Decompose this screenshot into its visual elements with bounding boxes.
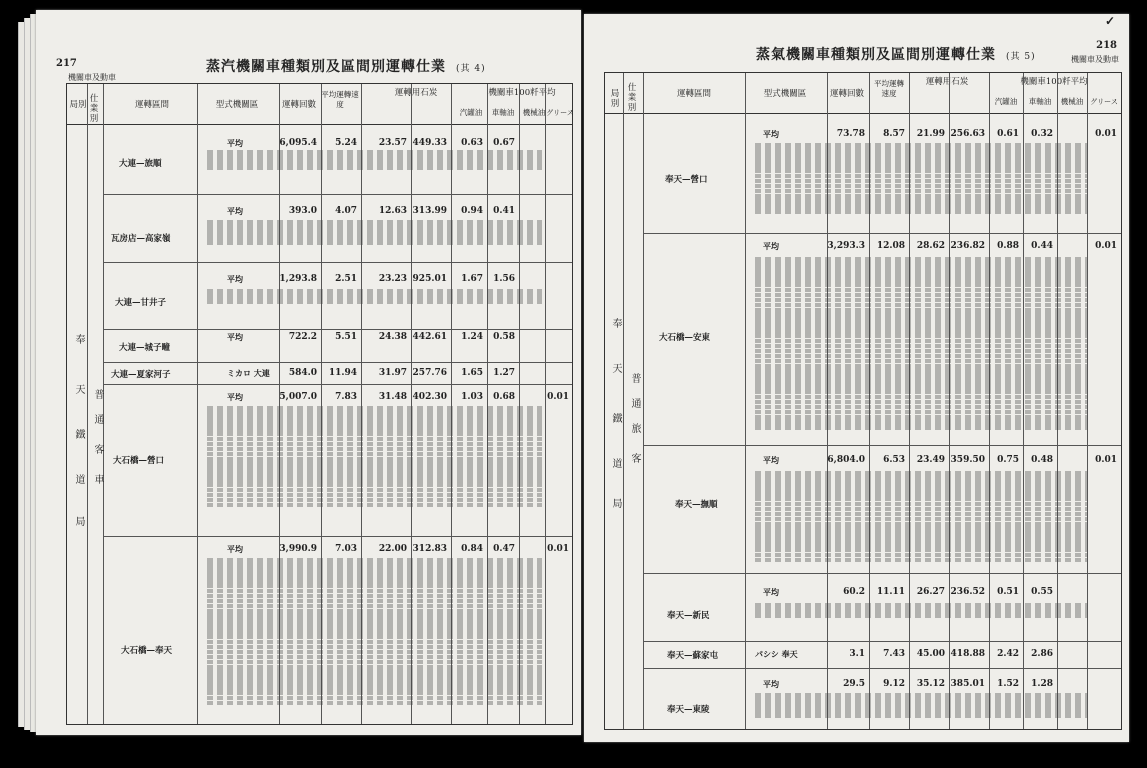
section-avg-label: 平均 xyxy=(227,274,243,284)
section-avg-label: 平均 xyxy=(227,206,243,216)
value-per-km: 359.50 xyxy=(950,455,985,465)
value-water: 1.65 xyxy=(461,368,483,378)
value-coal: 31.97 xyxy=(378,368,407,378)
page-title xyxy=(206,56,486,76)
value-speed: 8.57 xyxy=(883,129,905,139)
value-axle: 0.67 xyxy=(493,138,515,148)
bureau-char: 局 xyxy=(610,498,621,512)
value-per-km: 925.01 xyxy=(412,274,447,284)
value-per-km: 236.82 xyxy=(950,241,985,251)
value-coal: 24.38 xyxy=(378,332,407,342)
header-water: 汽罐油 xyxy=(459,108,483,117)
bureau-char: 鐵 xyxy=(73,429,84,443)
title-suffix: (其 5) xyxy=(1006,52,1036,62)
value-round-trips: 584.0 xyxy=(288,368,317,378)
value-round-trips: 3,990.9 xyxy=(279,544,317,554)
section-name: 奉天—撫順 xyxy=(675,500,718,510)
value-coal: 23.57 xyxy=(378,138,407,148)
header-bureau: 局別 xyxy=(610,89,620,109)
bureau-char: 奉 xyxy=(610,318,621,332)
detail-rows xyxy=(207,220,542,260)
header-avg-speed: 平均運轉速度 xyxy=(874,79,904,98)
value-speed: 9.12 xyxy=(883,679,905,689)
title-text: 蒸氣機關車種類別及區間別運轉仕業 xyxy=(756,47,996,63)
value-per-km: 257.76 xyxy=(412,368,447,378)
value-water: 1.67 xyxy=(461,274,483,284)
header-grease: グリース xyxy=(1090,98,1118,106)
value-speed: 2.51 xyxy=(335,274,357,284)
header-round-trips: 運轉回數 xyxy=(829,89,864,99)
detail-rows xyxy=(755,603,1087,637)
value-round-trips: 6,804.0 xyxy=(827,455,865,465)
value-grease: 0.01 xyxy=(547,544,569,554)
bureau-char: 奉 xyxy=(73,334,84,348)
detail-rows xyxy=(755,143,1087,229)
value-axle: 1.27 xyxy=(493,368,515,378)
value-speed: 5.51 xyxy=(335,332,357,342)
value-round-trips: 3,293.3 xyxy=(827,241,865,251)
value-axle: 2.86 xyxy=(1031,649,1053,659)
header-water: 汽罐油 xyxy=(994,97,1018,106)
value-axle: 0.44 xyxy=(1031,241,1053,251)
value-water: 1.24 xyxy=(461,332,483,342)
value-speed: 12.08 xyxy=(876,241,905,251)
table-header xyxy=(67,84,572,125)
value-coal: 23.23 xyxy=(378,274,407,284)
bureau-char: 道 xyxy=(73,474,84,488)
section-avg-label: 平均 xyxy=(227,332,243,342)
value-speed: 5.24 xyxy=(335,138,357,148)
header-axle: 車軸油 xyxy=(491,108,515,117)
value-coal: 31.48 xyxy=(378,392,407,402)
value-water: 2.42 xyxy=(997,649,1019,659)
value-speed: 11.11 xyxy=(876,587,905,597)
value-axle: 0.58 xyxy=(493,332,515,342)
header-round-trips: 運轉回數 xyxy=(281,100,316,110)
type-char: 通 xyxy=(629,398,640,412)
section-avg-label: 平均 xyxy=(763,679,779,689)
header-bureau: 局別 xyxy=(69,100,87,110)
value-axle: 1.56 xyxy=(493,274,515,284)
value-per-km: 256.63 xyxy=(950,129,985,139)
type-char: 旅 xyxy=(629,423,640,437)
value-speed: 6.53 xyxy=(883,455,905,465)
header-machine: 機械油 xyxy=(1060,97,1084,106)
value-coal: 28.62 xyxy=(916,241,945,251)
section-name: 奉天—蘇家屯 xyxy=(667,651,719,661)
section-tag: 機關車及動車 xyxy=(1071,55,1119,64)
check-mark: ✓ xyxy=(1104,14,1115,28)
section-name: 大石橋—奉天 xyxy=(121,646,173,656)
value-water: 0.63 xyxy=(461,138,483,148)
value-per-km: 313.99 xyxy=(412,206,447,216)
value-speed: 7.83 xyxy=(335,392,357,402)
value-grease: 0.01 xyxy=(1095,455,1117,465)
bureau-char: 天 xyxy=(73,384,84,398)
value-water: 0.61 xyxy=(997,129,1019,139)
header-section: 運轉區間 xyxy=(134,100,169,110)
detail-rows xyxy=(207,406,542,532)
section-avg-label: 平均 xyxy=(763,587,779,597)
section-name: 大石橋—營口 xyxy=(113,456,165,466)
detail-rows xyxy=(207,558,542,720)
section-avg-label: 平均 xyxy=(763,129,779,139)
value-per-km: 418.88 xyxy=(950,649,985,659)
detail-rows xyxy=(755,693,1087,725)
type-char: 客 xyxy=(629,453,640,467)
section-tag: 機關車及動車 xyxy=(68,73,116,82)
header-per-km: 機關車100粁平均 xyxy=(1020,77,1088,87)
detail-rows xyxy=(755,257,1087,441)
type-char: 通 xyxy=(92,414,103,428)
data-table xyxy=(604,72,1122,730)
value-per-km: 236.52 xyxy=(950,587,985,597)
right-page xyxy=(584,14,1129,742)
type-char: 客 xyxy=(92,444,103,458)
value-round-trips: 1,293.8 xyxy=(279,274,317,284)
value-water: 0.94 xyxy=(461,206,483,216)
header-avg-speed: 平均運轉速度 xyxy=(321,90,359,109)
type-char: 普 xyxy=(629,373,640,387)
section-name: 奉天—新民 xyxy=(667,611,710,621)
bureau-char: 局 xyxy=(73,516,84,530)
value-round-trips: 73.78 xyxy=(836,129,865,139)
table-header xyxy=(605,73,1121,114)
value-round-trips: 5,007.0 xyxy=(279,392,317,402)
type-char: 普 xyxy=(92,389,103,403)
value-coal: 45.00 xyxy=(916,649,945,659)
header-grease: グリース xyxy=(546,109,574,117)
section-name: 瓦房店—高家嶺 xyxy=(111,234,171,244)
detail-rows xyxy=(207,289,542,321)
value-axle: 0.68 xyxy=(493,392,515,402)
type-char: 車 xyxy=(92,474,103,488)
value-axle: 0.55 xyxy=(1031,587,1053,597)
value-coal: 12.63 xyxy=(378,206,407,216)
section-name: 大石橋—安東 xyxy=(659,333,711,343)
header-machine: 機械油 xyxy=(522,108,546,117)
section-avg-label: 平均 xyxy=(763,455,779,465)
value-per-km: 449.33 xyxy=(412,138,447,148)
value-per-km: 402.30 xyxy=(412,392,447,402)
header-type: 仕業別 xyxy=(89,94,99,124)
page-title xyxy=(756,44,1036,64)
header-coal: 運轉用石炭 xyxy=(394,88,438,98)
value-speed: 7.03 xyxy=(335,544,357,554)
value-round-trips: 60.2 xyxy=(843,587,865,597)
header-section: 運轉區間 xyxy=(676,89,711,99)
page-number: 218 xyxy=(1096,40,1117,51)
value-grease: 0.01 xyxy=(1095,129,1117,139)
value-round-trips: 393.0 xyxy=(288,206,317,216)
title-text: 蒸汽機關車種類別及區間別運轉仕業 xyxy=(206,59,446,75)
section-name: 奉天—營口 xyxy=(665,175,708,185)
value-round-trips: 6,095.4 xyxy=(279,138,317,148)
data-table xyxy=(66,83,573,725)
page-number: 217 xyxy=(56,58,77,69)
left-page xyxy=(36,10,581,735)
section-avg-label: ミカロ 大連 xyxy=(227,368,270,378)
value-grease: 0.01 xyxy=(547,392,569,402)
value-speed: 11.94 xyxy=(328,368,357,378)
value-coal: 21.99 xyxy=(916,129,945,139)
value-water: 0.88 xyxy=(997,241,1019,251)
bureau-char: 道 xyxy=(610,458,621,472)
header-per-km: 機關車100粁平均 xyxy=(488,88,556,98)
title-suffix: (其 4) xyxy=(456,64,486,74)
section-avg-label: パシシ 奉天 xyxy=(755,649,798,659)
header-axle: 車軸油 xyxy=(1028,97,1052,106)
section-name: 奉天—東陵 xyxy=(667,705,710,715)
value-speed: 4.07 xyxy=(335,206,357,216)
bureau-char: 天 xyxy=(610,363,621,377)
value-axle: 0.47 xyxy=(493,544,515,554)
value-per-km: 385.01 xyxy=(950,679,985,689)
header-type: 仕業別 xyxy=(627,83,637,113)
detail-rows xyxy=(755,471,1087,569)
value-coal: 23.49 xyxy=(916,455,945,465)
value-grease: 0.01 xyxy=(1095,241,1117,251)
section-avg-label: 平均 xyxy=(227,544,243,554)
section-name: 大連—城子疃 xyxy=(119,343,171,353)
value-speed: 7.43 xyxy=(883,649,905,659)
header-form: 型式機關區 xyxy=(215,100,259,110)
section-avg-label: 平均 xyxy=(763,241,779,251)
value-water: 0.75 xyxy=(997,455,1019,465)
value-axle: 0.32 xyxy=(1031,129,1053,139)
detail-rows xyxy=(207,150,542,190)
value-coal: 35.12 xyxy=(916,679,945,689)
value-coal: 22.00 xyxy=(378,544,407,554)
value-per-km: 442.61 xyxy=(412,332,447,342)
section-avg-label: 平均 xyxy=(227,392,243,402)
value-axle: 0.48 xyxy=(1031,455,1053,465)
value-axle: 0.41 xyxy=(493,206,515,216)
value-round-trips: 29.5 xyxy=(843,679,865,689)
value-water: 0.84 xyxy=(461,544,483,554)
bureau-char: 鐵 xyxy=(610,413,621,427)
value-water: 0.51 xyxy=(997,587,1019,597)
header-coal: 運轉用石炭 xyxy=(925,77,969,87)
value-round-trips: 3.1 xyxy=(849,649,865,659)
section-avg-label: 平均 xyxy=(227,138,243,148)
value-per-km: 312.83 xyxy=(412,544,447,554)
header-form: 型式機關區 xyxy=(763,89,807,99)
section-name: 大連—旅順 xyxy=(119,159,162,169)
section-name: 大連—甘井子 xyxy=(115,298,167,308)
value-water: 1.03 xyxy=(461,392,483,402)
value-coal: 26.27 xyxy=(916,587,945,597)
value-round-trips: 722.2 xyxy=(288,332,317,342)
value-axle: 1.28 xyxy=(1031,679,1053,689)
value-water: 1.52 xyxy=(997,679,1019,689)
section-name: 大連—夏家河子 xyxy=(111,370,171,380)
